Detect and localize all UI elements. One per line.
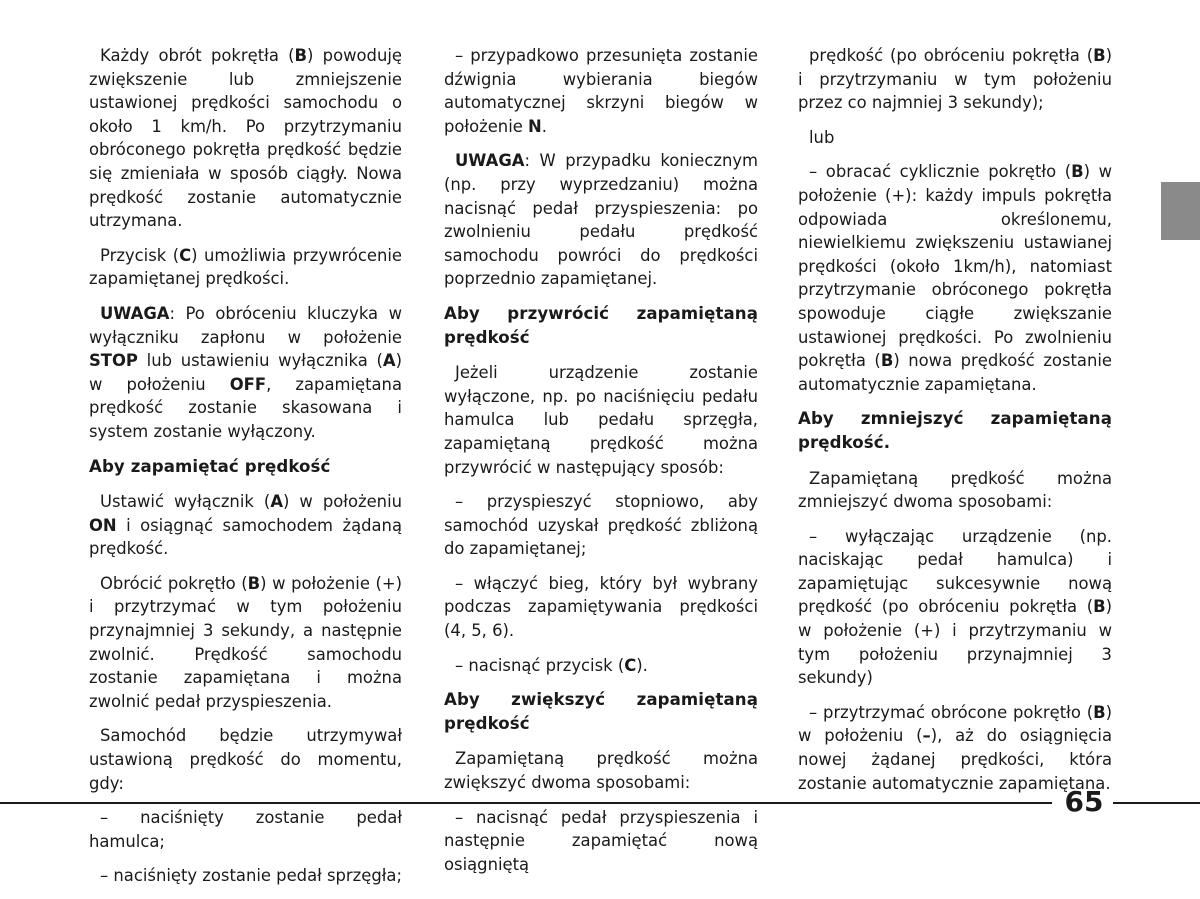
paragraph <box>89 302 402 444</box>
paragraph <box>798 467 1112 514</box>
bold-text-run: B <box>1071 162 1084 182</box>
text-run: – przyspieszyć stopniowo, aby samochód uzyskał prędkość zbliżoną do zapamiętanej; <box>444 492 758 559</box>
text-run: – wyłączając urządzenie (np. naciskając pedał hamulca) i zapamiętując sukcesywnie nową prędkość (po obróceniu pokrętła ( <box>798 526 1112 617</box>
bold-text-run: STOP <box>89 351 138 371</box>
bold-text-run: B <box>1093 597 1106 617</box>
bold-text-run: OFF <box>229 374 267 394</box>
paragraph <box>444 747 758 794</box>
paragraph <box>798 701 1112 795</box>
bold-text-run: UWAGA <box>100 303 170 323</box>
text-run: Przycisk ( <box>100 245 180 265</box>
text-run: i osiągnąć samochodem żądaną prędkość. <box>89 515 402 559</box>
bold-text-run: – <box>922 726 931 746</box>
bold-text-run: C <box>179 245 192 265</box>
footer-rule-right <box>1113 802 1200 804</box>
paragraph <box>89 490 402 561</box>
paragraph <box>444 572 758 643</box>
section-heading <box>89 455 402 479</box>
bold-text-run: A <box>270 492 283 512</box>
bold-text-run: UWAGA <box>455 151 525 171</box>
text-run: Aby zapamiętać prędkość <box>89 456 331 476</box>
text-run: ) nowa prędkość zostanie automatycznie zapamiętana. <box>798 351 1112 394</box>
text-run: – nacisnąć przycisk ( <box>455 655 625 675</box>
text-run: ) w położeniu ( <box>798 702 1112 746</box>
bold-text-run: A <box>382 351 396 371</box>
page-number: 65 <box>1064 785 1104 818</box>
text-run: : Po obróceniu kluczyka w wyłączniku zapłonu w położenie <box>89 303 402 347</box>
text-run: Jeżeli urządzenie zostanie wyłączone, np. po naciśnięciu pedału hamulca lub pedału sprzęgła, zapamiętaną prędkość można przywrócić w następujący sposób: <box>444 363 758 477</box>
paragraph <box>89 44 402 233</box>
paragraph <box>89 572 402 714</box>
paragraph <box>798 525 1112 690</box>
bold-text-run: B <box>294 46 308 65</box>
paragraph <box>444 149 758 291</box>
text-run: ), aż do osiągnięcia nowej żądanej prędkości, która zostanie automatycznie zapamiętana. <box>798 726 1112 793</box>
section-heading <box>798 407 1112 454</box>
bold-text-run: ON <box>89 515 117 535</box>
text-run: Każdy obrót pokrętła ( <box>100 46 295 65</box>
paragraph <box>798 160 1112 396</box>
paragraph <box>444 44 758 138</box>
text-run: Zapamiętaną prędkość można zwiększyć dwoma sposobami: <box>444 749 758 793</box>
section-heading <box>444 688 758 735</box>
text-run: ) w położenie (+) i przytrzymać w tym położeniu przynajmniej 3 sekundy, a następnie zwolnić. Prędkość samochodu zostanie zapamiętana i można zwolnić pedał przyspieszenia. <box>89 573 402 711</box>
text-run: Obrócić pokrętło ( <box>100 573 248 593</box>
bold-text-run: B <box>247 573 261 593</box>
text-run: prędkość (po obróceniu pokrętła ( <box>809 46 1094 65</box>
paragraph <box>444 490 758 561</box>
bold-text-run: C <box>624 655 637 675</box>
bold-text-run: B <box>880 351 894 371</box>
text-run: Ustawić wyłącznik ( <box>100 492 271 512</box>
text-run: – nacisnąć pedał przyspieszenia i następnie zapamiętać nową osiągniętą <box>444 807 758 874</box>
text-run: ) umożliwia przywrócenie zapamiętanej prędkości. <box>89 245 403 289</box>
bold-text-run: B <box>1093 702 1106 722</box>
text-run: – naciśnięty zostanie pedał hamulca; <box>89 808 402 851</box>
text-run: – przytrzymać obrócone pokrętło ( <box>809 702 1094 722</box>
text-run: Samochód będzie utrzymywał ustawioną prędkość do momentu, gdy: <box>89 726 402 793</box>
text-column-left <box>89 44 402 899</box>
text-column-right <box>798 44 1112 806</box>
footer-rule-left <box>0 802 1052 804</box>
text-run: ). <box>636 655 648 675</box>
text-run: lub ustawieniu wyłącznika ( <box>137 351 383 371</box>
text-run: Aby zwiększyć zapamiętaną prędkość <box>444 690 758 733</box>
section-heading <box>444 302 758 349</box>
text-run: ) w położenie (+) i przytrzymaniu w tym położeniu przynajmniej 3 sekundy) <box>798 597 1112 688</box>
paragraph <box>444 654 758 678</box>
text-run: ) w położeniu <box>283 492 403 512</box>
text-run: , zapamiętana prędkość zostanie skasowana i system zostanie wyłączony. <box>89 374 402 441</box>
section-tab-marker <box>1161 182 1200 240</box>
text-run: : W przypadku koniecznym (np. przy wyprzedzaniu) można nacisnąć pedał przyspieszenia: po zwolnieniu pedału prędkość samochodu powróci do prędkości poprzednio zapamiętanej. <box>444 151 758 289</box>
paragraph <box>89 864 402 888</box>
text-run: . <box>541 116 547 136</box>
text-run: – włączyć bieg, który był wybrany podczas zapamiętywania prędkości (4, 5, 6). <box>444 573 758 641</box>
text-run: – naciśnięty zostanie pedał sprzęgła; <box>100 866 402 886</box>
bold-text-run: N <box>528 116 542 136</box>
text-run: Aby zmniejszyć zapamiętaną prędkość. <box>798 409 1112 452</box>
text-run: lub <box>809 127 835 147</box>
text-run: Aby przywrócić zapamiętaną prędkość <box>444 303 758 347</box>
paragraph <box>89 806 402 853</box>
paragraph <box>89 244 402 291</box>
paragraph <box>798 44 1112 115</box>
bold-text-run: B <box>1093 46 1106 65</box>
text-run: – przypadkowo przesunięta zostanie dźwignia wybierania biegów automatycznej skrzyni biegów w położenie <box>444 46 758 136</box>
text-run: – obracać cyklicznie pokrętło ( <box>809 162 1072 182</box>
paragraph <box>89 724 402 795</box>
paragraph <box>798 126 1112 150</box>
paragraph <box>444 361 758 479</box>
paragraph <box>444 806 758 877</box>
text-run: ) w położenie (+): każdy impuls pokrętła odpowiada określonemu, niewielkiemu zwiększeniu ustawianej prędkości (około 1km/h), natomiast przytrzymanie obróconego pokrętła spowoduje ciągłe zwiększanie ustawionej prędkości. Po zwolnieniu pokrętła ( <box>798 162 1112 371</box>
text-run: Zapamiętaną prędkość można zmniejszyć dwoma sposobami: <box>798 468 1112 512</box>
text-run: ) powoduję zwiększenie lub zmniejszenie ustawionej prędkości samochodu o około 1 km/h. Po przytrzymaniu obróconego pokrętła prędkość będzie się zmieniała w sposób ciągły. Nowa prędkość zostanie automatycznie utrzymana. <box>89 46 402 231</box>
text-run: ) w położeniu <box>89 351 402 394</box>
text-run: ) i przytrzymaniu w tym położeniu przez co najmniej 3 sekundy); <box>798 46 1112 113</box>
text-column-middle <box>444 44 758 887</box>
